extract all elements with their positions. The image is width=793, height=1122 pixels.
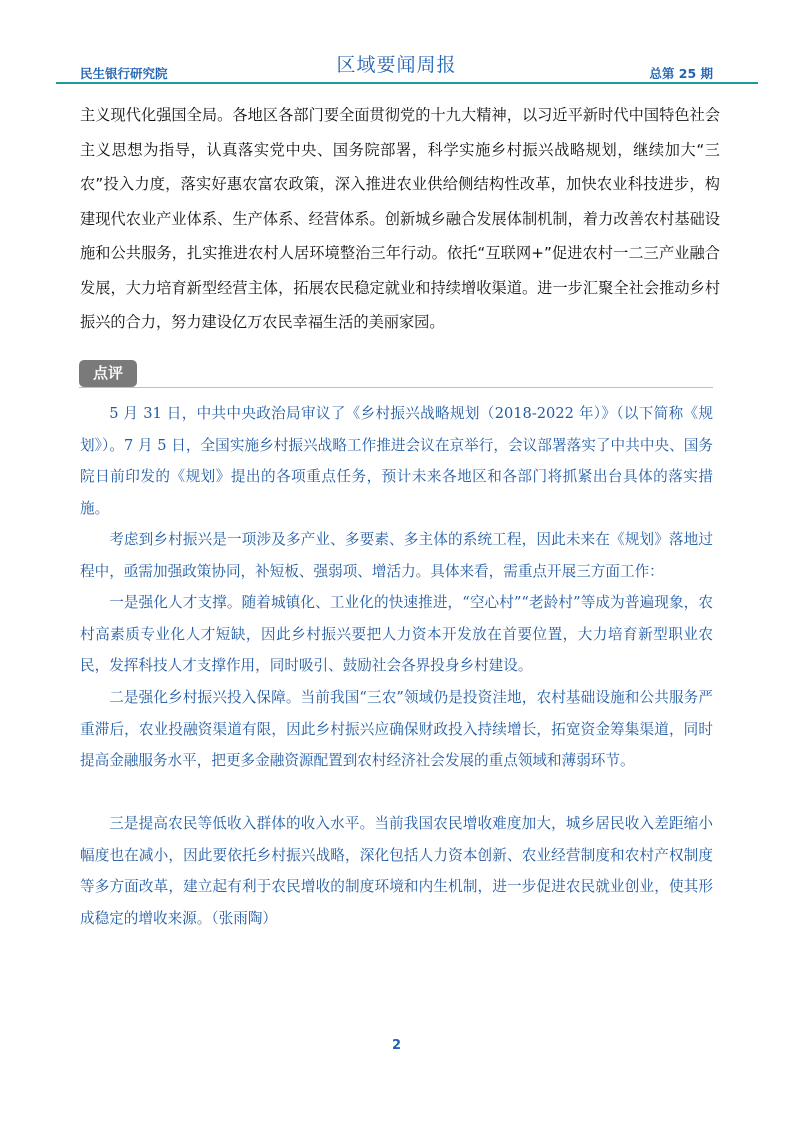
comment-label: 点评 xyxy=(79,360,137,387)
header-divider xyxy=(56,82,758,84)
page-number: 2 xyxy=(391,1038,402,1053)
body-paragraph: 主义现代化强国全局。各地区各部门要全面贯彻党的十九大精神，以习近平新时代中国特色社会主义思想为指导，认真落实党中央、国务院部署，科学实施乡村振兴战略规划，继续加大“三农”投入力度，落实好惠农富农政策，深入推进农业供给侧结构性改革，加快农业科技进步，构建现代农业产业体系、生产体系、经营体系。创新城乡融合发展体制机制，着力改善农村基础设施和公共服务，扎实推进农村人居环境整治三年行动。依托“互联网+”促进农村一二三产业融合发展，大力培育新型经营主体，拓展农民稳定就业和持续增收渠道。进一步汇聚全社会推动乡村振兴的合力，努力建设亿万农民幸福生活的美丽家园。 xyxy=(80,106,720,331)
comment-paragraph-2: 考虑到乡村振兴是一项涉及多产业、多要素、多主体的系统工程，因此未来在《规划》落地过程中，亟需加强政策协同，补短板、强弱项、增活力。具体来看，需重点开展三方面工作： xyxy=(80,531,713,580)
comment-paragraph-4: 二是强化乡村振兴投入保障。当前我国“三农”领域仍是投资洼地，农村基础设施和公共服务严重滞后，农业投融资渠道有限，因此乡村振兴应确保财政投入持续增长，拓宽资金筹集渠道，同时提高金融服务水平，把更多金融资源配置到农村经济社会发展的重点领域和薄弱环节。 xyxy=(80,689,713,769)
comment-paragraph-5: 三是提高农民等低收入群体的收入水平。当前我国农民增收难度加大，城乡居民收入差距缩小幅度也在减小，因此要依托乡村振兴战略，深化包括人力资本创新、农业经营制度和农村产权制度等多方面改革，建立起有利于农民增收的制度环境和内生机制，进一步促进农民就业创业，使其形成稳定的增收来源。（张雨陶） xyxy=(80,815,713,927)
report-title: 区域要闻周报 xyxy=(336,54,457,76)
issue-number: 总第 25 期 xyxy=(649,66,713,81)
org-name: 民生银行研究院 xyxy=(80,66,168,81)
comment-paragraph-3: 一是强化人才支撑。随着城镇化、工业化的快速推进，“空心村”“老龄村”等成为普遍现象，农村高素质专业化人才短缺，因此乡村振兴要把人力资本开发放在首要位置，大力培育新型职业农民，发挥科技人才支撑作用，同时吸引、鼓励社会各界投身乡村建设。 xyxy=(80,594,713,674)
comment-divider xyxy=(79,387,713,388)
comment-paragraph-1: 5 月 31 日，中共中央政治局审议了《乡村振兴战略规划（2018-2022 年）》（以下简称《规划》）。7 月 5 日，全国实施乡村振兴战略工作推进会议在京举行，会议部署落实了中共中央、国务院日前印发的《规划》提出的各项重点任务，预计未来各地区和各部门将抓紧出台具体的落实措施。 xyxy=(80,405,713,517)
